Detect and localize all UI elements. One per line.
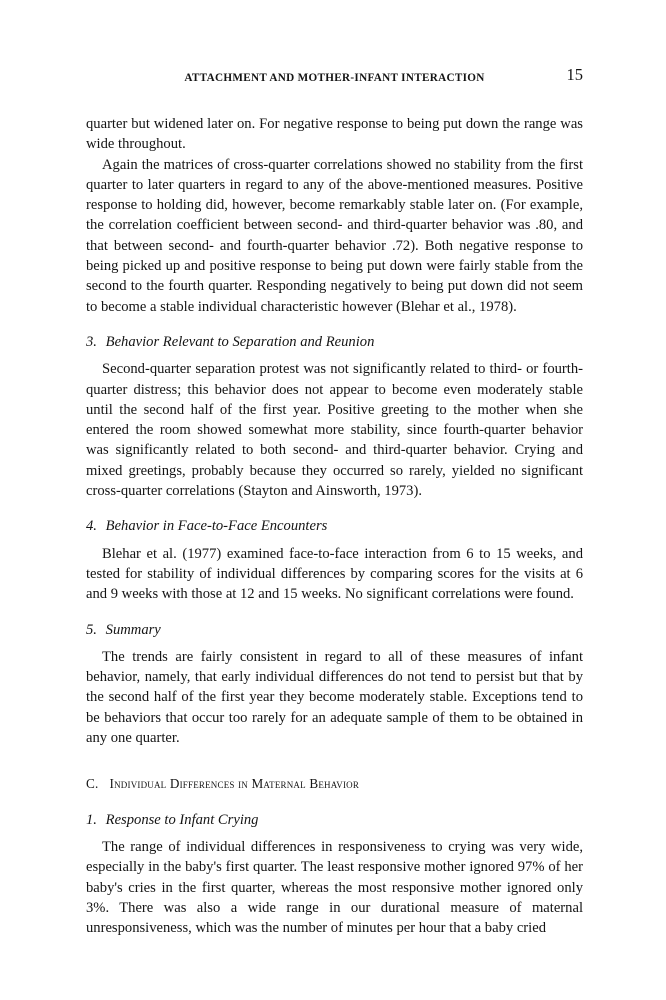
paragraph-4: Blehar et al. (1977) examined face-to-face interaction from 6 to 15 weeks, and tested for stability of individual differences by comparing scores for the visits at 6 and 9 weeks with those at 12 and 15 weeks. No significant correlations were found. (86, 545, 583, 603)
subheading-1 (86, 810, 583, 830)
section-c-title: Individual Differences in Maternal Behavior (109, 776, 360, 792)
running-title: ATTACHMENT AND MOTHER-INFANT INTERACTION (184, 72, 485, 84)
paragraph-2: Again the matrices of cross-quarter correlations showed no stability from the first quarter to later quarters in regard to any of the above-mentioned measures. Positive response to holding did, however, become remarkably stable later on. (For example, the correlation coefficient between second- and third-quarter behavior was .80, and that between second- and fourth-quarter behavior .72). Both negative response to being picked up and positive response to being put down were fairly stable from the second to the fourth quarter. Responding negatively to being put down did not seem to become a stable individual characteristic however (Blehar et al., 1978). (86, 156, 583, 315)
subheading-5-number: 5. (86, 621, 97, 638)
running-head (86, 65, 583, 90)
paragraph-5: The trends are fairly consistent in regard to all of these measures of infant behavior, namely, that early individual differences do not tend to persist but that by the second half of the first year they become moderately stable. Exceptions tend to be behaviors that occur too rarely for an adequate sample of them to be obtained in any one quarter. (86, 648, 583, 747)
subheading-3-number: 3. (86, 333, 97, 350)
section-heading-c (86, 774, 583, 794)
subheading-3-title: Behavior Relevant to Separation and Reunion (105, 333, 375, 350)
body-text (86, 114, 583, 938)
subheading-1-number: 1. (86, 811, 97, 828)
subheading-5-title: Summary (105, 621, 161, 638)
subheading-4-number: 4. (86, 518, 97, 535)
paragraph-3: Second-quarter separation protest was not significantly related to third- or fourth-quarter distress; this behavior does not appear to become even moderately stable until the second half of the first year. Positive greeting to the mother when she entered the room showed somewhat more stability, since fourth-quarter behavior was significantly related to both second- and third-quarter behavior. Crying and mixed greetings, probably because they occurred so rarely, yielded no significant cross-quarter correlations (Stayton and Ainsworth, 1973). (86, 361, 583, 500)
page-number: 15 (566, 65, 583, 84)
subheading-1-title: Response to Infant Crying (105, 811, 259, 828)
paragraph-6: The range of individual differences in responsiveness to crying was very wide, especially in the baby's first quarter. The least responsive mother ignored 97% of her baby's cries in the first quarter, whereas the most responsive mother ignored only 3%. There was also a wide range in our durational measure of maternal unresponsiveness, which was the number of minutes per hour that a baby cried (86, 838, 583, 937)
subheading-3 (86, 332, 583, 352)
paragraph-1: quarter but widened later on. For negative response to being put down the range was wide throughout. (86, 116, 583, 153)
subheading-4-title: Behavior in Face-to-Face Encounters (105, 518, 328, 535)
subheading-4 (86, 516, 583, 536)
section-c-letter: C. (86, 776, 99, 792)
subheading-5 (86, 620, 583, 640)
